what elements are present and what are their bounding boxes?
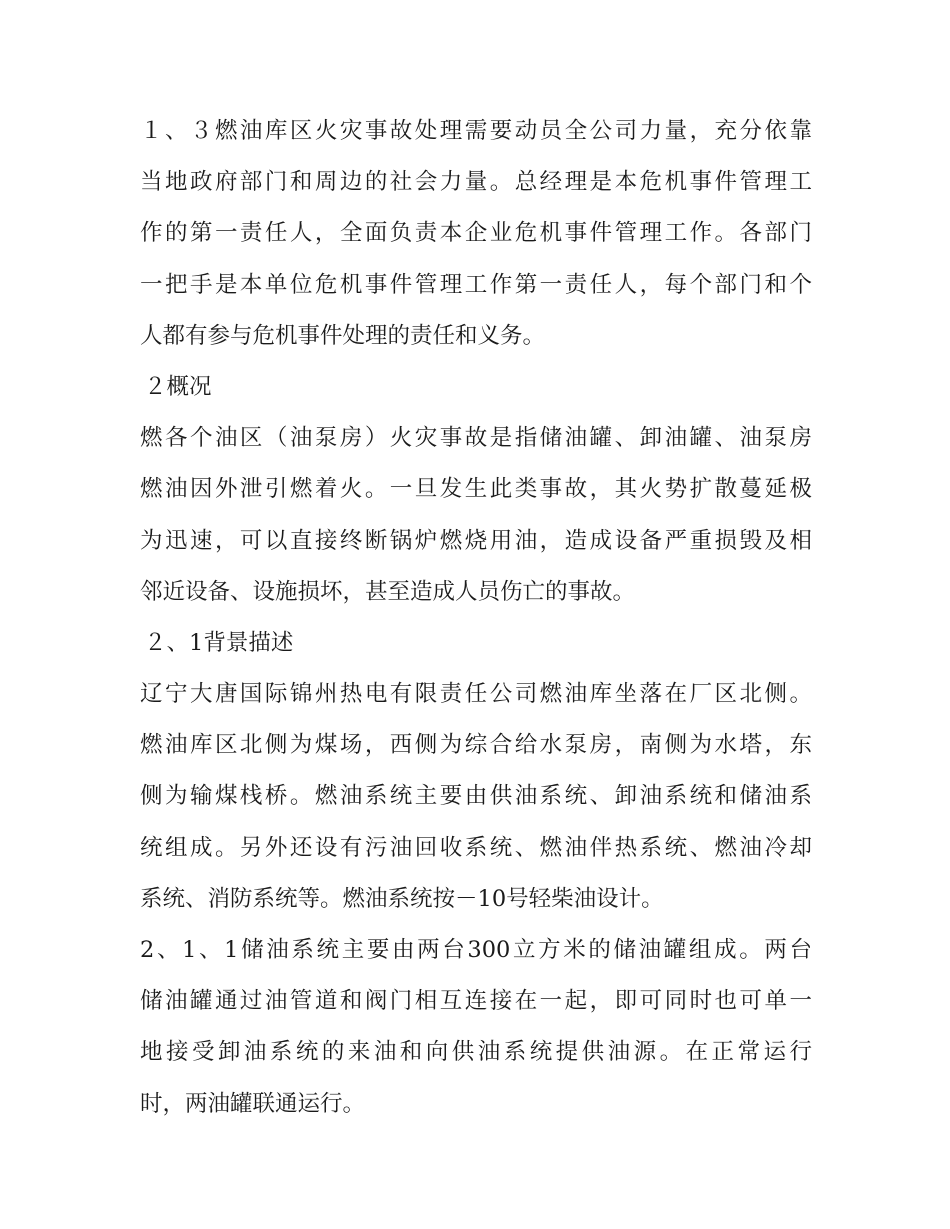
- paragraph-line: 燃各个油区（油泵房）火灾事故是指储油罐、卸油罐、油泵房: [140, 425, 812, 452]
- section-heading: ２概况: [144, 373, 212, 400]
- paragraph-line: 侧为输煤栈桥。燃油系统主要由供油系统、卸油系统和储油系: [140, 783, 812, 810]
- section-heading: ２、1背景描述: [144, 629, 294, 656]
- paragraph-line: 人都有参与危机事件处理的责任和义务。: [140, 322, 546, 349]
- paragraph-line: 当地政府部门和周边的社会力量。总经理是本危机事件管理工: [140, 169, 812, 196]
- paragraph-line: 作的第一责任人，全面负责本企业危机事件管理工作。各部门: [140, 220, 812, 247]
- paragraph-line: 燃油因外泄引燃着火。一旦发生此类事故，其火势扩散蔓延极: [140, 476, 812, 503]
- paragraph-line: １、３燃油库区火灾事故处理需要动员全公司力量，充分依靠: [140, 118, 812, 144]
- paragraph-line: 一把手是本单位危机事件管理工作第一责任人，每个部门和个: [140, 271, 812, 298]
- paragraph-line: 地接受卸油系统的来油和向供油系统提供油源。在正常运行: [140, 1039, 812, 1066]
- paragraph-line: 时，两油罐联通运行。: [140, 1090, 366, 1117]
- paragraph-line: 统组成。另外还设有污油回收系统、燃油伴热系统、燃油冷却: [140, 834, 812, 861]
- paragraph-line: 为迅速，可以直接终断锅炉燃烧用油，造成设备严重损毁及相: [140, 527, 812, 554]
- paragraph-line: 邻近设备、设施损坏，甚至造成人员伤亡的事故。: [140, 578, 636, 605]
- paragraph-line: 燃油库区北侧为煤场，西侧为综合给水泵房，南侧为水塔，东: [140, 732, 812, 759]
- paragraph-line: 系统、消防系统等。燃油系统按－10号轻柴油设计。: [140, 885, 664, 912]
- paragraph-line: 2、1、1储油系统主要由两台300立方米的储油罐组成。两台: [140, 937, 812, 963]
- paragraph-line: 储油罐通过油管道和阀门相互连接在一起，即可同时也可单一: [140, 988, 812, 1015]
- paragraph-line: 辽宁大唐国际锦州热电有限责任公司燃油库坐落在厂区北侧。: [140, 681, 812, 708]
- document-body: [140, 106, 812, 1130]
